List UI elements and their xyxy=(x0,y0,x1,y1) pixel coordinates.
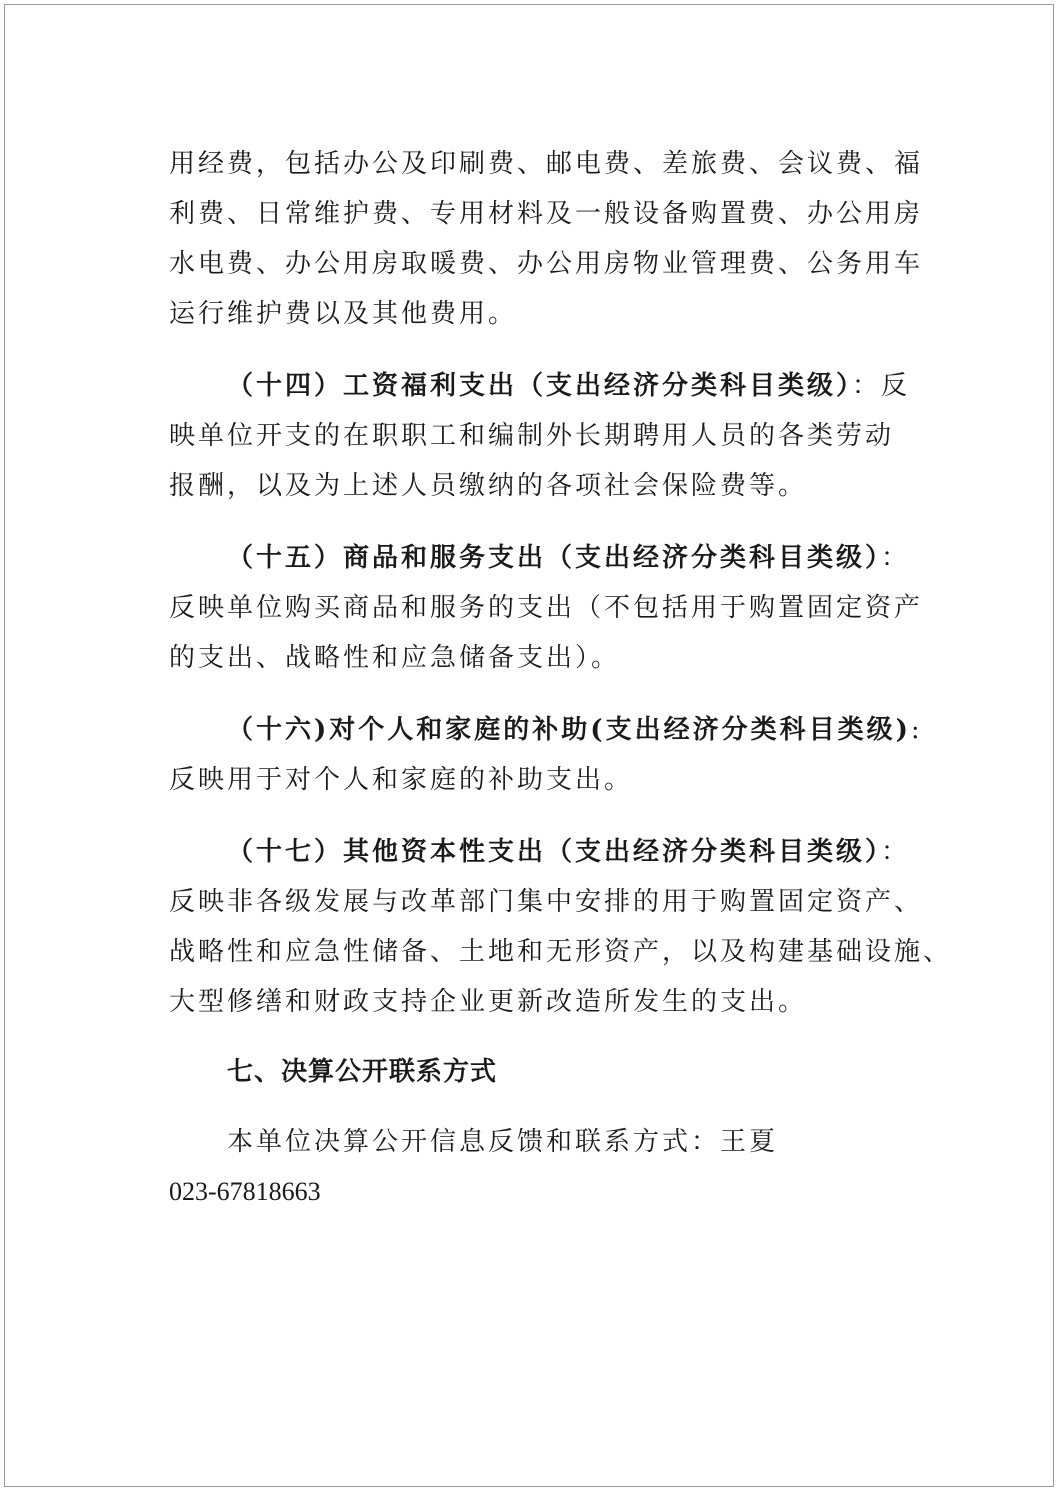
text-line: 反映非各级发展与改革部门集中安排的用于购置固定资产、 xyxy=(169,887,924,917)
text-line xyxy=(169,705,923,755)
text-line: 的支出、战略性和应急储备支出）。 xyxy=(169,643,621,673)
document-page xyxy=(4,4,1054,1487)
section-title: （十四）工资福利支出（支出经济分类科目类级） xyxy=(227,371,853,401)
section-title: （十六)对个人和家庭的补助(支出经济分类科目类级) xyxy=(227,715,911,745)
section-heading: 七、决算公开联系方式 xyxy=(227,1057,498,1087)
title-tail: ： xyxy=(881,837,911,867)
text-line xyxy=(169,533,909,583)
document-body xyxy=(169,139,953,1217)
text-line: 战略性和应急性储备、土地和无形资产，以及构建基础设施、 xyxy=(169,937,953,967)
paragraph-salary-welfare xyxy=(169,361,909,511)
text-line: 用经费，包括办公及印刷费、邮电费、差旅费、会议费、福 xyxy=(169,149,924,179)
contact-line: 本单位决算公开信息反馈和联系方式：王夏 xyxy=(227,1127,779,1157)
paragraph-gap xyxy=(169,1027,909,1047)
paragraph-gap xyxy=(169,339,909,361)
text-line: 反映单位购买商品和服务的支出（不包括用于购置固定资产 xyxy=(169,593,924,623)
title-tail: ：反 xyxy=(852,371,911,401)
text-line xyxy=(169,827,909,877)
text-line: 反映用于对个人和家庭的补助支出。 xyxy=(169,765,634,795)
text-line: 报酬，以及为上述人员缴纳的各项社会保险费等。 xyxy=(169,471,808,501)
title-tail: : xyxy=(910,715,923,745)
section-title: （十五）商品和服务支出（支出经济分类科目类级） xyxy=(227,543,882,573)
paragraph-other-capital xyxy=(169,827,953,1027)
section-contact xyxy=(169,1047,909,1217)
paragraph-gap xyxy=(169,511,909,533)
text-line: 运行维护费以及其他费用。 xyxy=(169,299,518,329)
text-line: 大型修缮和财政支持企业更新改造所发生的支出。 xyxy=(169,987,808,1017)
text-line: 水电费、办公用房取暖费、办公用房物业管理费、公务用车 xyxy=(169,249,924,279)
paragraph-household-subsidy xyxy=(169,705,923,805)
section-title: （十七）其他资本性支出（支出经济分类科目类级） xyxy=(227,837,882,867)
text-line xyxy=(169,361,909,411)
text-line: 映单位开支的在职职工和编制外长期聘用人员的各类劳动 xyxy=(169,421,895,451)
text-line: 利费、日常维护费、专用材料及一般设备购置费、办公用房 xyxy=(169,199,924,229)
paragraph-gap xyxy=(169,683,909,705)
title-tail: ： xyxy=(881,543,911,573)
paragraph-gap xyxy=(169,805,909,827)
paragraph-gap xyxy=(169,1097,909,1117)
paragraph-goods-services xyxy=(169,533,924,683)
contact-phone: 023-67818663 xyxy=(169,1177,321,1206)
paragraph-expense-continuation xyxy=(169,139,924,339)
